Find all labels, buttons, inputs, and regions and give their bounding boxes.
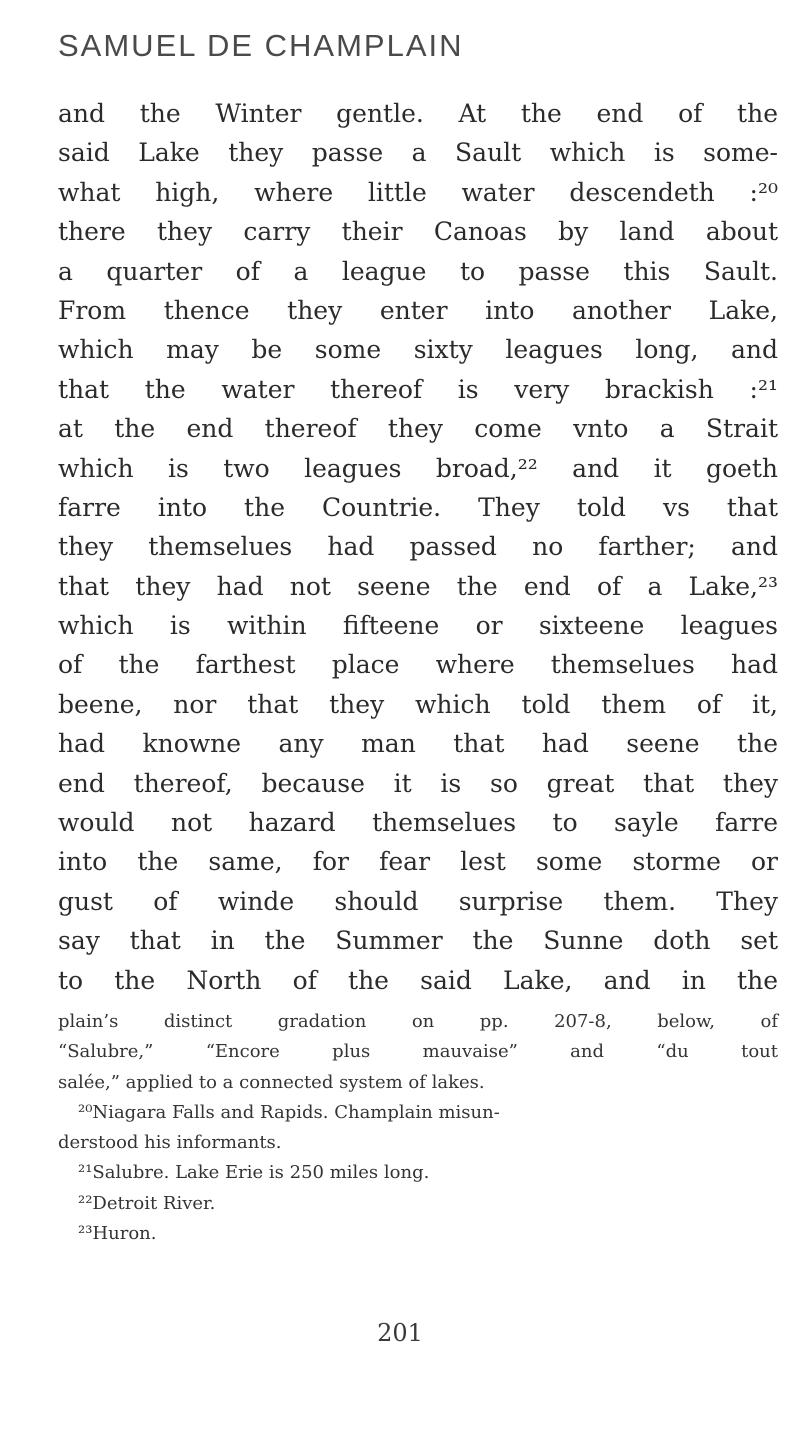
body-line: say that in the Summer the Sunne doth set xyxy=(58,926,778,956)
body-line: end thereof, because it is so great that they xyxy=(58,768,778,798)
footnote-line: “Salubre,” “Encore plus mauvaise” and “du tout xyxy=(58,1041,778,1063)
running-head: SAMUEL DE CHAMPLAIN xyxy=(58,28,464,63)
footnotes xyxy=(58,1007,778,1249)
body-line: and the Winter gentle. At the end of the xyxy=(58,99,778,128)
body-line: From thence they enter into another Lake, xyxy=(58,295,778,325)
footnote-line: derstood his informants. xyxy=(58,1132,282,1154)
body-line: which is within fifteene or sixteene leagues xyxy=(58,611,778,641)
body-line: to the North of the said Lake, and in the xyxy=(58,965,778,995)
footnote-line: ²⁰Niagara Falls and Rapids. Champlain misun- xyxy=(78,1101,500,1123)
body-line: farre into the Countrie. They told vs that xyxy=(58,492,778,522)
body-line: what high, where little water descendeth :²⁰ xyxy=(58,177,778,207)
footnote-line: salée,” applied to a connected system of lakes. xyxy=(58,1071,485,1093)
footnote-line: ²¹Salubre. Lake Erie is 250 miles long. xyxy=(78,1162,430,1184)
body-line: would not hazard themselues to sayle farre xyxy=(58,808,778,838)
body-line: which is two leagues broad,²² and it goeth xyxy=(58,453,778,483)
body-line: they themselues had passed no farther; and xyxy=(58,532,778,562)
body-text xyxy=(58,94,778,1000)
body-line: at the end thereof they come vnto a Strait xyxy=(58,414,778,444)
body-line: gust of winde should surprise them. They xyxy=(58,886,778,916)
body-line: said Lake they passe a Sault which is some- xyxy=(58,138,778,168)
body-line: which may be some sixty leagues long, and xyxy=(58,335,778,365)
body-line: that they had not seene the end of a Lake,²³ xyxy=(58,571,778,601)
body-line: into the same, for fear lest some storme or xyxy=(58,847,778,877)
body-line: beene, nor that they which told them of it, xyxy=(58,689,778,719)
footnote-line: plain’s distinct gradation on pp. 207-8, below, of xyxy=(58,1011,778,1032)
body-line: had knowne any man that had seene the xyxy=(58,729,778,759)
body-line: that the water thereof is very brackish :²¹ xyxy=(58,374,778,404)
page-number: 201 xyxy=(377,1319,423,1347)
body-line: of the farthest place where themselues had xyxy=(58,650,778,680)
body-line: a quarter of a league to passe this Sault. xyxy=(58,256,778,286)
footnote-line: ²³Huron. xyxy=(78,1223,157,1245)
body-line: there they carry their Canoas by land about xyxy=(58,217,778,247)
footnote-line: ²²Detroit River. xyxy=(78,1192,216,1214)
